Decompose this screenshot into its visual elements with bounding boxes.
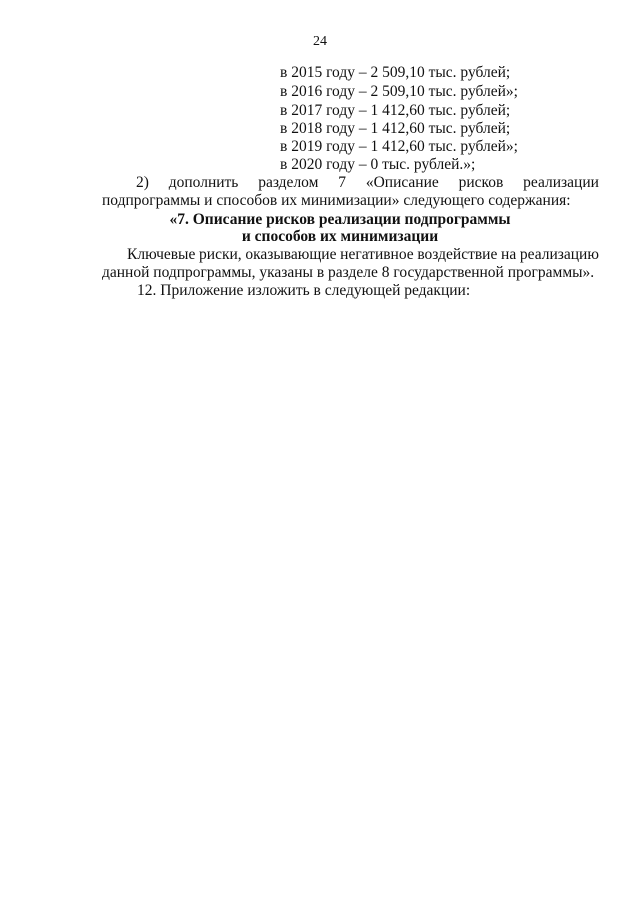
item-2-word: «Описание bbox=[365, 174, 439, 191]
item-2-word: рисков bbox=[458, 174, 504, 191]
risks-word: оказывающие bbox=[245, 246, 337, 263]
item-12-line: 12. Приложение изложить в следующей редакции: bbox=[137, 282, 471, 299]
item-2-word: 2) bbox=[136, 174, 149, 191]
item-2-second-line: подпрограммы и способов их минимизации» следующего содержания: bbox=[102, 192, 571, 209]
amount-line-2020: в 2020 году – 0 тыс. рублей.»; bbox=[280, 156, 476, 173]
amount-line-2016: в 2016 году – 2 509,10 тыс. рублей»; bbox=[280, 83, 518, 100]
amount-line-2018: в 2018 году – 1 412,60 тыс. рублей; bbox=[280, 120, 511, 137]
item-2-word: разделом bbox=[258, 174, 319, 191]
item-2-word: 7 bbox=[338, 174, 347, 191]
risks-paragraph-first-line bbox=[127, 246, 599, 264]
page-number: 24 bbox=[313, 34, 327, 49]
section-heading-line-1: «7. Описание рисков реализации подпрограммы bbox=[169, 211, 511, 228]
item-2-first-line bbox=[136, 174, 599, 192]
amount-line-2019: в 2019 году – 1 412,60 тыс. рублей»; bbox=[280, 138, 518, 155]
risks-word: на bbox=[501, 246, 517, 263]
item-2-word: дополнить bbox=[168, 174, 239, 191]
risks-word: Ключевые bbox=[127, 246, 196, 263]
risks-word: негативное bbox=[340, 246, 414, 263]
risks-word: воздействие bbox=[417, 246, 498, 263]
risks-word: реализацию bbox=[519, 246, 599, 263]
item-2-word: реализации bbox=[523, 174, 599, 191]
section-heading-line-2: и способов их минимизации bbox=[241, 228, 439, 245]
risks-paragraph-second-line: данной подпрограммы, указаны в разделе 8 государственной программы». bbox=[102, 264, 595, 281]
amount-line-2015: в 2015 году – 2 509,10 тыс. рублей; bbox=[280, 64, 511, 81]
risks-word: риски, bbox=[199, 246, 242, 263]
amount-line-2017: в 2017 году – 1 412,60 тыс. рублей; bbox=[280, 102, 511, 119]
